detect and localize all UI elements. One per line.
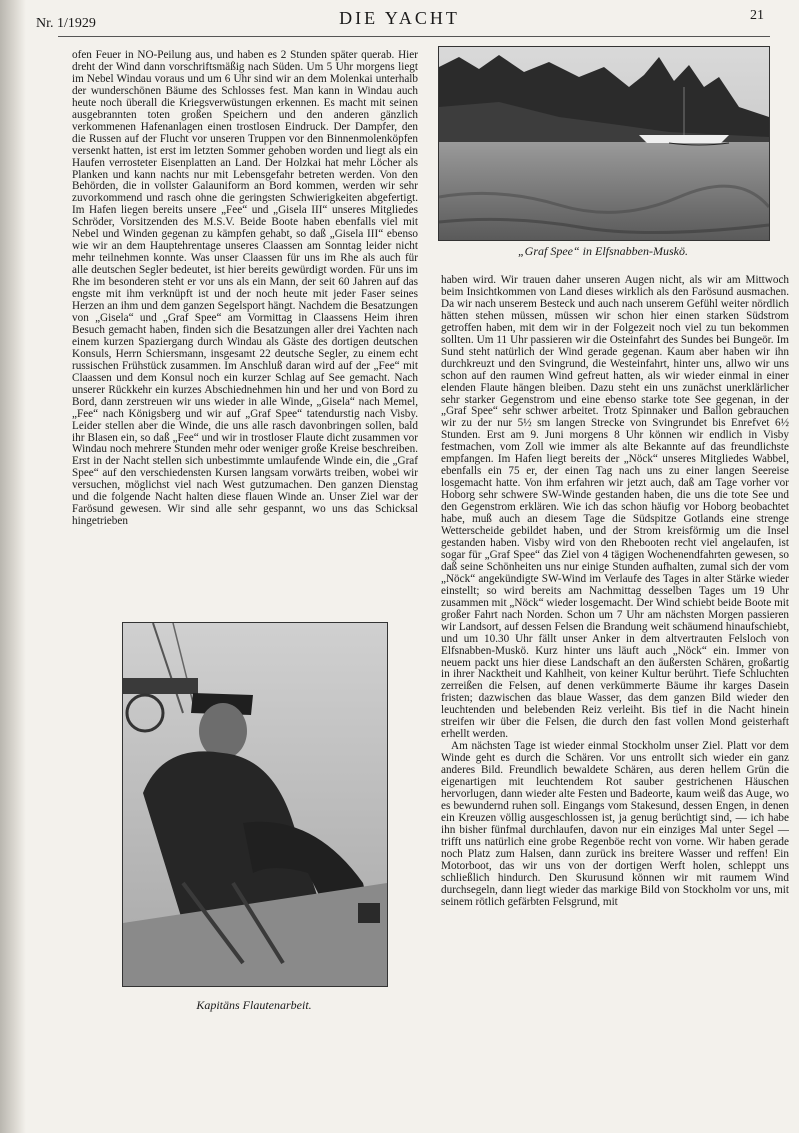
right-text-column [441, 275, 789, 1105]
magazine-title: DIE YACHT [339, 8, 460, 28]
top-photo-caption: „Graf Spee“ in Elfsnabben-Muskö. [518, 244, 688, 258]
page-binding-shadow [0, 0, 26, 1133]
captain-knitting-on-deck-image [122, 622, 388, 987]
left-photo-caption: Kapitäns Flautenarbeit. [196, 998, 312, 1012]
paragraph: Am nächsten Tage ist wieder einmal Stockholm unser Ziel. Platt vor dem Winde geht es durch die Schären. Vor uns entrollt sich wieder ein ganz anderes Bild. Freundlich bewaldete Schären, aus deren hellem Grün die eigenartigen mit leuchtendem Rot sauber gestrichenen Häuschen hervorlugen, dann wieder alte Festen und Badeorte, kaum weiß das Auge, wo es bewundernd ruhen soll. Eingangs vom Stakesund, dessen Engen, in denen ein Kreuzen völlig ausgeschlossen ist, ja genug berüchtigt sind, — ich habe ihn bisher fünfmal durchlaufen, davon nur ein einziges Mal unter Segel — trifft uns natürlich eine grobe Regenböe recht von vorne. Wir haben gerade noch Platz zum Halsen, dann zurück ins breitere Wasser und reffen! Ein Motorboot, das wir uns von der dortigen Werft holen, schleppt uns schließlich hindurch. Den Skurusund können wir mit raumem Wind durchsegeln, dann liegt wieder das markige Bild von Stockholm vor uns, mit seinem rötlich gefärbten Felsgrund, mit [441, 740, 789, 908]
left-text-column [72, 50, 418, 610]
paragraph: haben wird. Wir trauen daher unseren Augen nicht, als wir am Mittwoch beim Insichtkommen von Land dieses wirklich als den Farösund ausmachen. Da wir nach unserem Besteck und auch nach unserem Gefühl weiter nördlich hätten stehen müssen, müssen wir schon hier einen starken Südstrom getroffen haben, mit dem wir in der Folgezeit noch viel zu tun bekommen sollten. Um 11 Uhr passieren wir die Osteinfahrt des Sundes bei Bungeör. Im Sund steht natürlich der Wind gerade gegenan. Kaum aber haben wir ihn durchkreuzt und den Svingrund, die Westeinfahrt, hinter uns, allwo wir uns schon auf den raumen Wind gefreut hatten, als wir wieder einmal in einer elenden Flaute hängen bleiben. Dazu steht ein uns zunächst unerklärlicher sehr starker Gegenstrom und eine ebenso starke tote See gegenan, in der „Graf Spee“ sehr schwer arbeitet. Trotz Spinnaker und Ballon gebrauchen wir zu der nur 5½ sm langen Strecke von Svingrundet bis Enrefvet 6½ Stunden. Erst am 9. Juni morgens 8 Uhr können wir endlich in Visby festmachen, vom Zoll wie immer als alte Bekannte auf das freundlichste empfangen. Im Hafen liegt bereits der „Nöck“ unseres Mitgliedes Wabbel, ebenfalls ein 75 er, der einen Tag nach uns zu einer langen Seereise losgemacht hatte. Von ihm erfahren wir jetzt auch, daß am Tage vorher vor Hoborg sehr schwere SW-Winde gestanden haben, die uns die tote See und den Gegenstrom erklären. Wie ich das schon häufig vor Hoborg beobachtet habe, muß auch an diesem Tage die Südspitze Gotlands eine strenge Wetterscheide gebildet haben, und der Strom kreisförmig um die Insel gestanden haben. Visby wird von den Rhebooten recht viel angelaufen, ist sogar für „Graf Spee“ das Ziel von 4 tägigen Wochenendfahrten gewesen, so daß seine Schönheiten uns nur einige Stunden aufhalten, zumal sich der vom „Nöck“ angekündigte SW-Wind im Verlaufe des Tages in alter Stärke wieder einstellt; so wird bereits am Nachmittag desselben Tages um 19 Uhr zusammen mit „Nöck“ wieder losgemacht. Der Wind schiebt beide Boote mit großer Fahrt nach Norden. Schon um 7 Uhr am nächsten Morgen passieren wir Landsort, auf dessen Felsen die Brandung weit schäumend hinaufschiebt, und um 10.30 Uhr fällt unser Anker in dem altvertrauten Felsloch von Elfsnabben-Muskö. Kurz hinter uns läuft auch „Nöck“ ein. Immer von neuem packt uns hier diese Landschaft an den äußersten Schären, großartig in ihrer Nacktheit und Kahlheit, von keiner Kultur berührt. Tiefe Schluchten zerreißen die Felsen, auf denen verkümmerte Bäume ihr karges Dasein fristen; dazwischen das blaue Wasser, das dem ganzen Bild wieder den leuchtenden und belebenden Reiz verleiht. Bis tief in die Nacht hinein streifen wir über die Felsen, die durch den fast vollen Mond geisterhaft erhellt werden. [441, 275, 789, 741]
paragraph: ofen Feuer in NO-Peilung aus, und haben es 2 Stunden später querab. Hier dreht der Wind dann vorschriftsmäßig nach Süden. Um 5 Uhr morgens liegt im Nebel Windau voraus und um 6 Uhr sind wir an dem Molenkai unterhalb der wunderschönen Bäume des Schlosses fest. Man kann in Windau auch heute noch überall die Kriegsverwüstungen erkennen. Es macht mit seinen ausgebrannten toten großen Speichern und den anderen gänzlich verkommenen Hafenanlagen einen trostlosen Eindruck. Der Dampfer, den die Russen auf der Flucht vor unseren Truppen vor den Binnenmolenköpfen versenkt hatten, ist erst im letzten Sommer gehoben worden und liegt als ein Haufen verrosteter Eisenplatten an Land. Der Holzkai hat mehr Löcher als Planken und kann nachts nur mit Lebensgefahr betreten werden. Von den Behörden, die in vollster Galauniform an Bord kommen, werden wir sehr zuvorkommend und rasch ohne die geringsten Schwierigkeiten abgefertigt. Im Hafen liegen bereits unsere „Fee“ und „Gisela III“ unseres Mitgliedes Schröder, Vorsitzenden des M.S.V. Beide Boote haben ebenfalls viel mit Nebel und Winden gegenan zu kämpfen gehabt, so daß „Gisela III“ ebenso wie wir an dem Hauptehrentage unseres Claassen am Sonntag leider nicht mehr teilnehmen konnte. Was unser Claassen für uns im Rhe als auch für alle deutschen Segler bedeutet, ist hier bereits gewürdigt worden. Für uns im Rhe im besonderen steht er vor uns als ein Mann, der seit 60 Jahren auf das engste mit ihm verknüpft ist und der noch heute mit jeder Faser seines Herzen an ihm und dem ganzen Segelsport hängt. Nachdem die Besatzungen von „Gisela“ und „Graf Spee“ am Vormittag in Claassens Heim ihren Besuch gemacht haben, finden sich die Besatzungen aller drei Yachten nach einem kurzen Spaziergang durch Windau als Gäste des dortigen deutschen Konsuls, Herrn Schiersmann, insgesamt 22 deutsche Segler, zu einem echt russischen Frühstück zusammen. Im Anschluß daran wird auf der „Fee“ mit Claassen und dem Konsul noch ein kurzer Schlag auf See gemacht. Nach unserer Rückkehr ein kurzes Abschiednehmen hin und her und von Bord zu Bord, dann zerstreuen wir uns wieder in alle Winde, „Gisela“ nach Memel, „Fee“ nach Königsberg und wir auf „Graf Spee“ tatendurstig nach Visby. Leider stellen aber die Winde, die uns alle rasch davonbringen sollen, bald ihr Blasen ein, so daß „Fee“ und wir in trostloser Flaute dicht zusammen vor Windau noch mehrere Stunden mehr oder weniger große Kreise beschreiben. Erst in der Nacht stellen sich unbestimmte umlaufende Winde ein, die „Graf Spee“ auf den verschiedensten Kursen langsam vorwärts treiben, wobei wir versuchen, möglichst viel nach West gutzumachen. Den ganzen Dienstag und die folgende Nacht halten diese flauen Winde an. Unser Ziel war der Farösund gewesen. Wir sind alle sehr gespannt, wo uns das Schicksal hingetrieben [72, 50, 418, 528]
header-rule [58, 36, 770, 37]
coastal-landscape-with-yacht-image [438, 46, 770, 241]
page-number: 21 [750, 8, 764, 23]
issue-number: Nr. 1/1929 [36, 16, 96, 31]
